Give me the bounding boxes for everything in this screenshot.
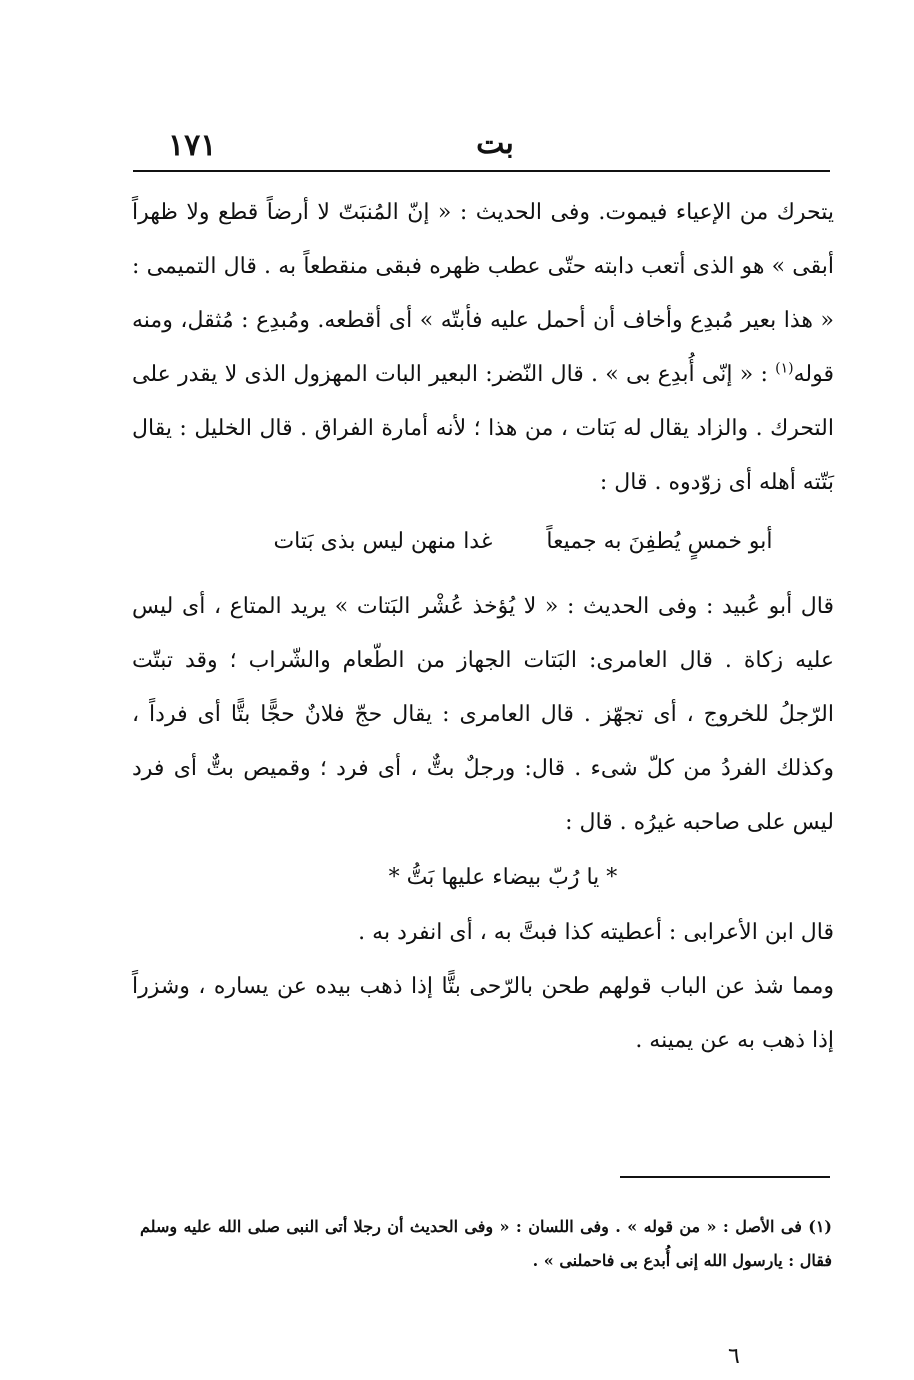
main-text	[132, 186, 834, 1068]
paragraph-3: قال ابن الأعرابى : أعطيته كذا فبتَّ به ، أى انفرد به .	[358, 920, 834, 945]
page-number: ١٧١	[168, 128, 217, 163]
paragraph-2: قال أبو عُبيد : وفى الحديث : « لا يُؤخذ عُشْر البَتات » يريد المتاع ، أى ليس عليه زكاة . قال العامرى: البَتات الجهاز من الطّعام والشّراب ؛ وقد تبتّت الرّجلُ للخروج ، أى تجهّز . قال العامرى : يقال حجّ فلانٌ حجًّا بتًّا أى فرداً ، وكذلك الفردُ من كلّ شىء . قال: ورجلٌ بتٌّ ، أى فرد ؛ وقميص بتٌّ أى فرد ليس على صاحبه غيرُه . قال :	[132, 594, 834, 835]
footnote-rule	[620, 1176, 830, 1178]
paragraph-1	[132, 186, 834, 510]
verse-2: * يا رُبّ بيضاء عليها بَتُّ *	[388, 865, 618, 890]
footnote-marker: (١)	[775, 360, 794, 377]
verse-1-first-hemistich: أبو خمسٍ يُطفِنَ به جميعاً	[546, 529, 773, 554]
page-header	[160, 122, 830, 166]
footnote-text: (١) فى الأصل : « من قوله » . وفى اللسان : « وفى الحديث أن رجلا أتى النبى صلى الله عليه وسلم فقال : يارسول الله إنى أُبدع بى فاحملنى » .	[140, 1217, 832, 1270]
verse-1-second-hemistich: غدا منهن ليس بذى بَتات	[273, 529, 493, 554]
footnote	[140, 1210, 832, 1278]
header-rule	[133, 170, 830, 172]
signature-mark: ٦	[728, 1344, 740, 1369]
paragraph-4: ومما شذ عن الباب قولهم طحن بالرّحى بتًّا إذا ذهب بيده عن يساره ، وشزراً إذا ذهب به عن يمينه .	[132, 974, 834, 1053]
paragraph-1-continuation: : « إنّى أُبدِع بى » . قال النّضر: البعير البات المهزول الذى لا يقدر على التحرك . والزاد يقال له بَتات ، من هذا ؛ لأنه أمارة الفراق . قال الخليل : يقال بَتّته أهله أى زوّدوه . قال :	[132, 362, 834, 495]
verse-1	[132, 514, 834, 570]
paragraph-1-text: يتحرك من الإعياء فيموت. وفى الحديث : « إنّ المُنبَتّ لا أرضاً قطع ولا ظهراً أبقى » هو الذى أتعب دابته حتّى عطب ظهره فبقى منقطعاً به . قال التميمى : « هذا بعير مُبدِع وأخاف أن أحمل عليه فأبتّه » أى أقطعه. ومُبدِع : مُثقل، ومنه قوله	[132, 200, 834, 387]
running-head: بت	[476, 126, 514, 161]
